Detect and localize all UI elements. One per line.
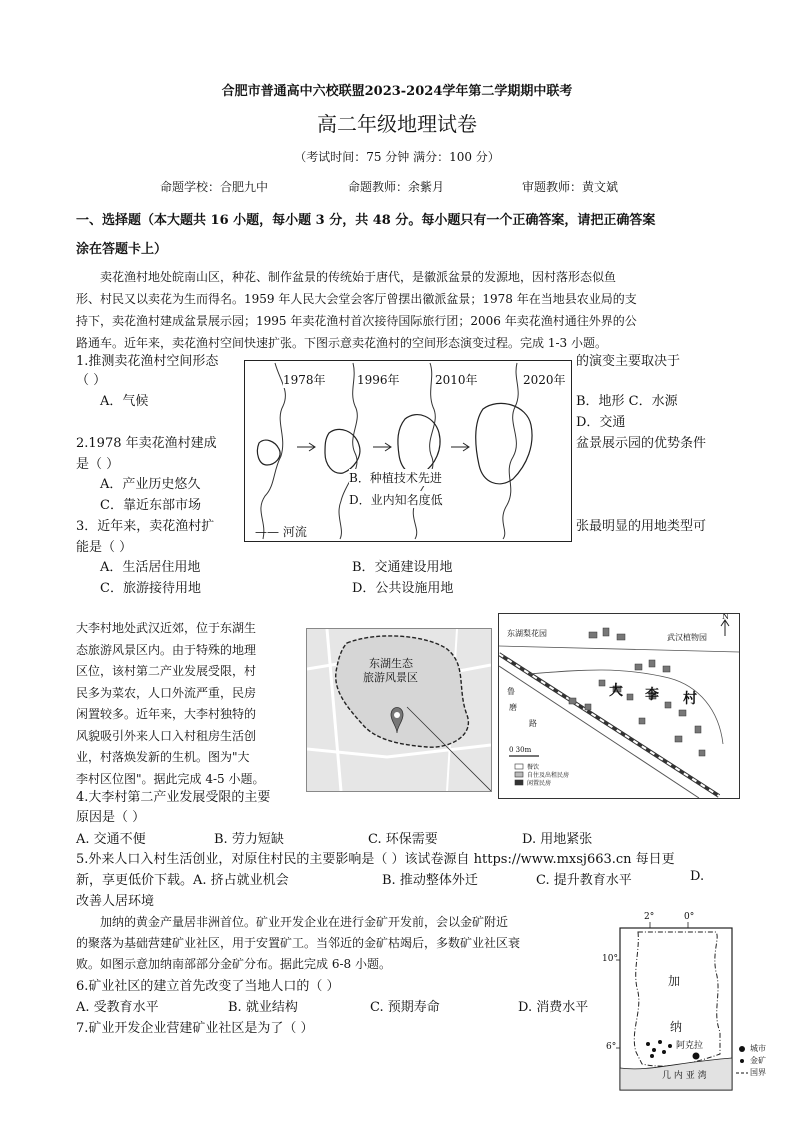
village-evolution-map — [245, 361, 571, 541]
passage2-line: 业，村落焕发新的生机。图为"大 — [76, 750, 250, 764]
q4-stem-line1: 4.大李村第二产业发展受限的主要 — [76, 790, 271, 805]
legend-swatch-idle — [515, 780, 523, 785]
country-char: 纳 — [670, 1020, 683, 1034]
q2-option-b: B．种植技术先进 — [349, 471, 442, 485]
pear-garden-label: 东湖梨花园 — [507, 629, 547, 638]
q5-option-c: C. 提升教育水平 — [536, 873, 632, 888]
legend-city: 城市 — [750, 1044, 766, 1053]
section-heading-line1: 一、选择题（本大题共 16 小题，每小题 3 分，共 48 分。每小题只有一个正确答案，请把正确答案 — [76, 213, 656, 228]
reviewer-label: 审题教师：黄文斌 — [522, 180, 619, 194]
sea-label: 几 内 亚 湾 — [662, 1071, 707, 1081]
village-char: 村 — [683, 691, 697, 707]
river-line-1978 — [261, 363, 285, 539]
legend-idle: 闲置民房 — [527, 780, 552, 787]
q3-option-a: A．生活居住用地 — [100, 560, 201, 575]
passage3-line3: 败。如图示意加纳南部部分金矿分布。据此完成 6-8 小题。 — [76, 957, 391, 971]
dali-location-map — [306, 628, 492, 792]
legend-residential: 自住及出租民房 — [527, 772, 570, 779]
passage2-line: 区位，该村第二产业发展受限，村 — [76, 664, 257, 678]
passage2 — [76, 618, 292, 790]
passage2-line: 李村区位图"。据此完成 4-5 小题。 — [76, 771, 265, 786]
q3-option-d: D．公共设施用地 — [352, 581, 454, 596]
year-label-2020: 2020年 — [523, 373, 566, 387]
teacher-label: 命题教师：余紫月 — [348, 180, 445, 194]
q1-option-d: D．交通 — [576, 415, 626, 430]
q6-option-c: C. 预期寿命 — [370, 1000, 440, 1015]
q3-stem-right: 张最明显的用地类型可 — [576, 519, 707, 534]
legend-swatch-residential — [515, 772, 523, 777]
q1-stem-left: 1.推测卖花渔村空间形态 — [76, 354, 219, 369]
passage3-line1: 加纳的黄金产量居非洲首位。矿业开发企业在进行金矿开发前，会以金矿附近 — [100, 915, 509, 929]
q2-option-a: A．产业历史悠久 — [100, 477, 201, 492]
passage2-line: 大李村地处武汉近郊，位于东湖生 — [76, 621, 257, 635]
latitude-label: 6° — [606, 1042, 617, 1052]
q3-option-b: B．交通建设用地 — [352, 560, 453, 575]
arrow-icon — [297, 443, 315, 451]
school-label: 命题学校：合肥九中 — [160, 180, 269, 194]
arrow-icon — [373, 443, 391, 451]
longitude-label: 0° — [684, 912, 695, 922]
q2-option-c: C．靠近东部市场 — [100, 498, 201, 513]
exam-info: （考试时间：75 分钟 满分：100 分） — [294, 150, 500, 164]
north-label: N — [722, 613, 729, 621]
section-heading-line2: 涂在答题卡上） — [76, 242, 168, 257]
q2-stem-line2: 是（ ） — [76, 457, 120, 472]
exam-title: 合肥市普通高中六校联盟2023-2024学年第二学期期中联考 — [221, 84, 573, 99]
q6-option-a: A. 受教育水平 — [76, 1000, 159, 1015]
dali-village-plan — [498, 613, 740, 799]
passage1-line4: 路通车。近年来，卖花渔村空间快速扩张。下图示意卖花渔村的空间形态演变过程。完成 1-3 小题。 — [76, 336, 607, 350]
q1-stem-right: 的演变主要取决于 — [576, 354, 681, 369]
q4-option-a: A. 交通不便 — [76, 832, 146, 847]
passage1-line3: 持下，卖花渔村建成盆景展示园；1995 年卖花渔村首次接待国际旅行团；2006 年卖花渔村通往外界的公 — [76, 314, 637, 328]
q4-stem-line2: 原因是（ ） — [76, 810, 146, 825]
year-label-2010: 2010年 — [435, 373, 478, 387]
passage1-line2: 形、村民又以卖花为生而得名。1959 年人民大会堂会客厅曾摆出徽派盆景；1978 年在当地县农业局的支 — [76, 292, 637, 306]
village-shape-2010 — [398, 415, 440, 475]
q3-option-c: C．旅游接待用地 — [100, 581, 201, 596]
q5-option-d-line2: 改善人居环境 — [76, 894, 155, 909]
road-char: 鲁 — [507, 687, 515, 696]
legend-dining: 餐饮 — [527, 764, 540, 771]
village-char: 李 — [645, 687, 659, 703]
legend-gold-icon — [740, 1059, 744, 1063]
q6-stem: 6.矿业社区的建立首先改变了当地人口的（ ） — [76, 979, 340, 994]
q5-stem-line1: 5.外来人口入村生活创业，对原住村民的主要影响是（ ）该试卷源自 https://www.mxsj663.cn 每日更 — [76, 852, 675, 867]
passage2-line: 风貌吸引外来人口入村租房生活创 — [76, 728, 257, 743]
city-marker-icon — [693, 1053, 700, 1060]
river-line-2010 — [413, 363, 435, 539]
road-char: 磨 — [509, 703, 517, 712]
village-char: 大 — [609, 683, 623, 699]
river-legend: —— 河流 — [255, 525, 307, 539]
legend-gold: 金矿 — [750, 1056, 766, 1065]
passage2-line: 态旅游风景区内。由于特殊的地理 — [76, 642, 257, 657]
q5-option-b: B. 推动整体外迁 — [382, 873, 478, 888]
q3-stem-line2: 能是（ ） — [76, 540, 133, 555]
legend-swatch-dining — [515, 764, 523, 769]
passage2-line: 民多为菜农，人口外流严重，民房 — [76, 685, 257, 700]
q6-option-d: D. 消费水平 — [518, 1000, 589, 1015]
q2-option-d: D．业内知名度低 — [349, 493, 443, 507]
road-char: 路 — [529, 719, 537, 728]
river-line-1996 — [339, 363, 357, 539]
q4-option-d: D. 用地紧张 — [522, 832, 593, 847]
passage2-line: 闲置较多。近年来，大李村独特的 — [76, 707, 257, 721]
q1-option-a: A．气候 — [100, 394, 149, 409]
year-label-1978: 1978年 — [283, 373, 326, 387]
q5-stem-line2: 新，享更低价下载。A. 挤占就业机会 — [76, 873, 289, 888]
village-shape-1978 — [257, 440, 280, 465]
q1-paren: （ ） — [76, 373, 107, 388]
village-shape-2020 — [476, 403, 532, 483]
q5-option-d: D. — [690, 869, 705, 884]
passage1-line1: 卖花渔村地处皖南山区，种花、制作盆景的传统始于唐代，是徽派盆景的发源地，因村落形态似鱼 — [100, 270, 617, 284]
location-map-svg — [307, 629, 491, 791]
q3-stem-left: 3．近年来，卖花渔村扩 — [76, 519, 215, 534]
ghana-map-figure — [602, 912, 774, 1092]
scale-label: 0 30m — [509, 746, 532, 754]
village-evolution-figure — [244, 360, 572, 542]
q7-stem: 7.矿业开发企业营建矿业社区是为了（ ） — [76, 1021, 314, 1036]
country-char: 加 — [668, 974, 681, 988]
scenic-label-line1: 东湖生态 — [369, 657, 413, 670]
arrow-icon — [451, 443, 469, 451]
legend-border: 国界 — [750, 1068, 766, 1077]
botanical-garden-label: 武汉植物园 — [667, 633, 707, 642]
city-label: 阿克拉 — [676, 1041, 704, 1051]
latitude-label: 10° — [602, 954, 618, 964]
q1-option-bc: B．地形 C．水源 — [576, 394, 678, 409]
exam-subtitle: 高二年级地理试卷 — [317, 112, 477, 136]
year-label-1996: 1996年 — [357, 373, 400, 387]
legend-city-icon — [739, 1046, 745, 1052]
river-line-2020 — [503, 363, 518, 539]
q4-option-b: B. 劳力短缺 — [214, 832, 284, 847]
q4-option-c: C. 环保需要 — [368, 832, 438, 847]
passage3-line2: 的聚落为基础营建矿业社区，用于安置矿工。当邻近的金矿枯竭后，多数矿业社区衰 — [76, 936, 521, 950]
q2-stem-right: 盆景展示园的优势条件 — [576, 436, 707, 451]
scenic-label-line2: 旅游风景区 — [363, 671, 418, 684]
longitude-label: 2° — [644, 912, 655, 922]
q2-stem-left: 2.1978 年卖花渔村建成 — [76, 436, 217, 451]
q6-option-b: B. 就业结构 — [228, 1000, 298, 1015]
